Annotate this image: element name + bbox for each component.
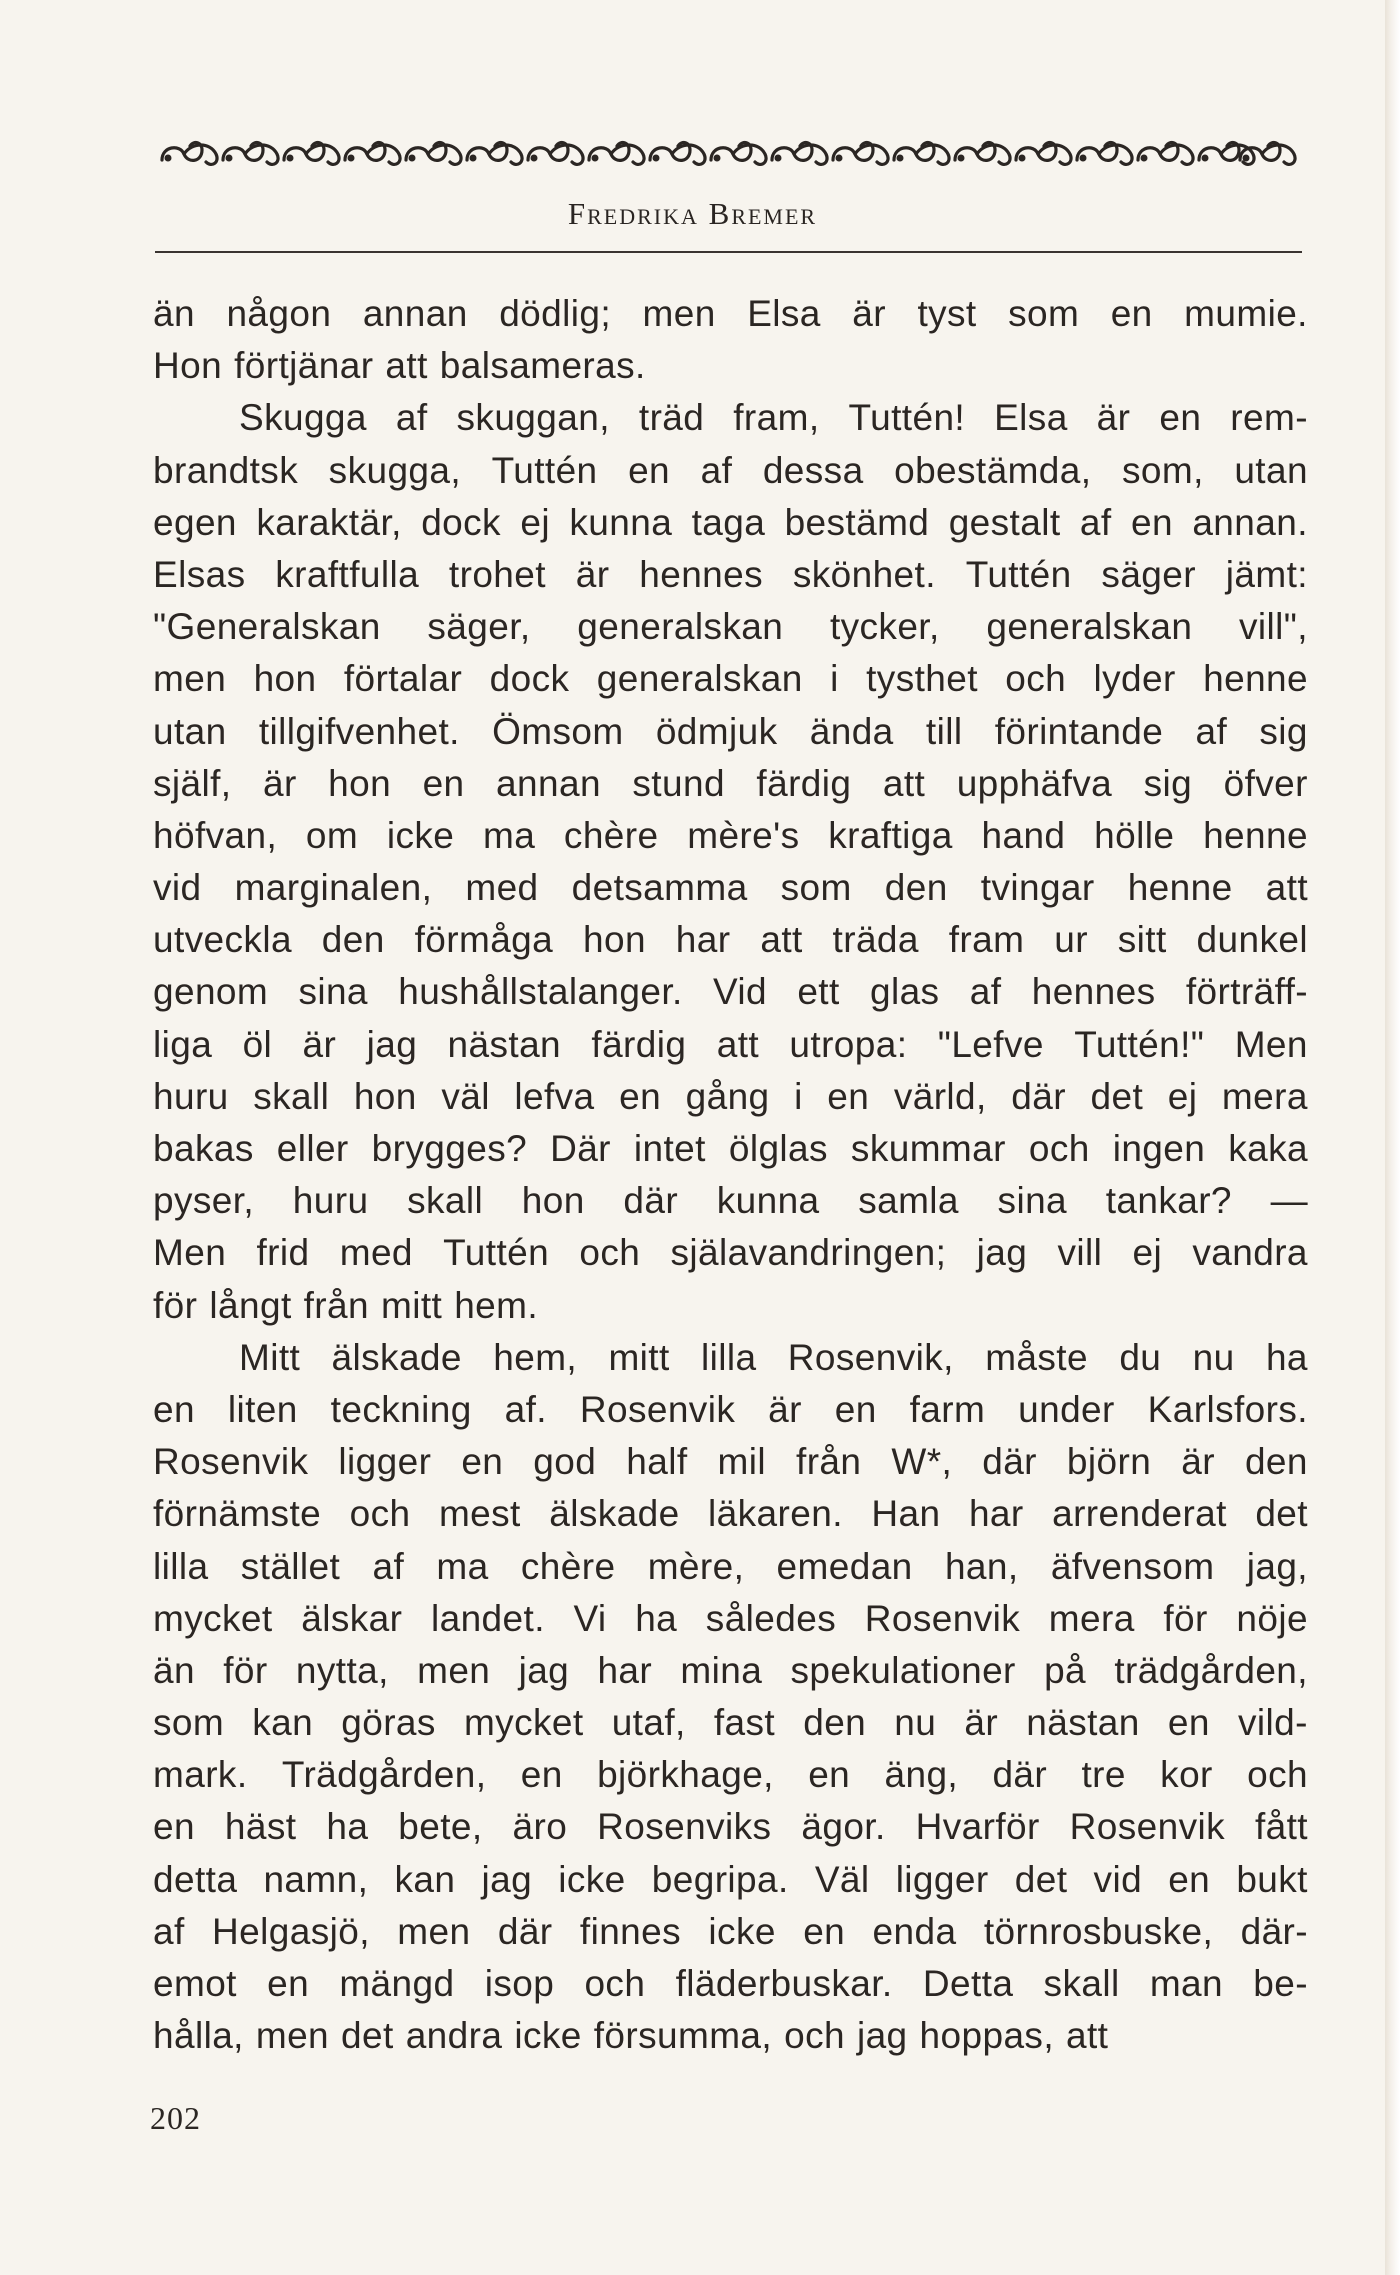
text-line: än för nytta, men jag har mina spekulationer på trädgården, [153, 1649, 1308, 1691]
text-line: liga öl är jag nästan färdig att utropa: "Lefve Tuttén!" Men [153, 1023, 1308, 1065]
text-line: vid marginalen, med detsamma som den tvingar henne att [153, 867, 1308, 909]
text-line: själf, är hon en annan stund färdig att upphäfva sig öfver [153, 762, 1308, 804]
text-line: emot en mängd isop och fläderbuskar. Detta skall man be- [153, 1963, 1308, 2004]
text-line: utan tillgifvenhet. Ömsom ödmjuk ända till förintande af sig [153, 710, 1308, 752]
text-line: Hon förtjänar att balsameras. [153, 345, 646, 387]
text-line: hålla, men det andra icke försumma, och jag hoppas, att [153, 2015, 1109, 2057]
text-line: pyser, huru skall hon där kunna samla sina tankar? — [153, 1180, 1308, 1222]
text-line: höfvan, om icke ma chère mère's kraftiga hand hölle henne [153, 814, 1308, 856]
text-line: Rosenvik ligger en god half mil från W*, där björn är den [153, 1441, 1308, 1483]
text-line: som kan göras mycket utaf, fast den nu är nästan en vild- [153, 1702, 1308, 1744]
text-line: af Helgasjö, men där finnes icke en enda törnrosbuske, där- [153, 1910, 1308, 1952]
decorative-border-ornament [158, 132, 1298, 172]
text-line: för långt från mitt hem. [153, 1284, 539, 1326]
text-line: egen karaktär, dock ej kunna taga bestämd gestalt af en annan. [153, 501, 1308, 543]
text-line: detta namn, kan jag icke begripa. Väl ligger det vid en bukt [153, 1858, 1308, 1900]
text-line: en häst ha bete, äro Rosenviks ägor. Hvarför Rosenvik fått [153, 1806, 1308, 1848]
running-head: Fredrika Bremer [567, 196, 818, 231]
text-line: förnämste och mest älskade läkaren. Han har arrenderat det [153, 1493, 1308, 1535]
text-line: Mitt älskade hem, mitt lilla Rosenvik, måste du nu ha [239, 1336, 1308, 1378]
text-line: genom sina hushållstalanger. Vid ett glas af hennes förträff- [153, 971, 1308, 1013]
text-line: "Generalskan säger, generalskan tycker, generalskan vill", [153, 606, 1308, 648]
header-rule [155, 251, 1302, 253]
text-line: Skugga af skuggan, träd fram, Tuttén! Elsa är en rem- [239, 397, 1308, 439]
page-number: 202 [150, 2100, 201, 2136]
text-line: utveckla den förmåga hon har att träda fram ur sitt dunkel [153, 919, 1308, 961]
text-line: mark. Trädgården, en björkhage, en äng, där tre kor och [153, 1754, 1308, 1796]
body-text [153, 288, 1308, 2062]
text-line: Men frid med Tuttén och själavandringen; jag vill ej vandra [153, 1232, 1308, 1274]
text-line: brandtsk skugga, Tuttén en af dessa obestämda, som, utan [153, 449, 1308, 491]
text-line: bakas eller brygges? Där intet ölglas skummar och ingen kaka [153, 1128, 1308, 1169]
text-line: mycket älskar landet. Vi ha således Rosenvik mera för nöje [153, 1597, 1308, 1639]
text-line: än någon annan dödlig; men Elsa är tyst som en mumie. [153, 293, 1308, 334]
page-edge [1385, 0, 1400, 2275]
text-line: huru skall hon väl lefva en gång i en värld, där det ej mera [153, 1075, 1308, 1117]
text-line: men hon förtalar dock generalskan i tysthet och lyder henne [153, 658, 1308, 700]
text-line: en liten teckning af. Rosenvik är en farm under Karlsfors. [153, 1388, 1308, 1430]
text-line: lilla stället af ma chère mère, emedan han, äfvensom jag, [153, 1545, 1308, 1587]
text-line: Elsas kraftfulla trohet är hennes skönhet. Tuttén säger jämt: [153, 553, 1308, 595]
